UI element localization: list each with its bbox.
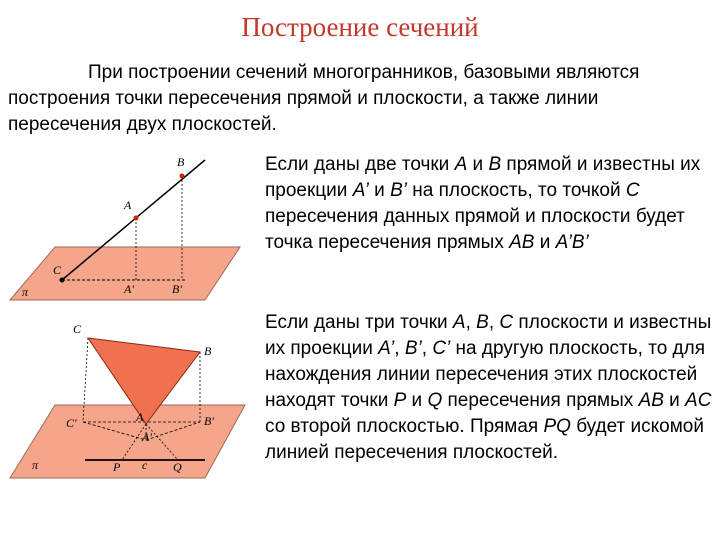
text-run: , — [421, 338, 433, 359]
text-run: , — [465, 312, 477, 333]
label-pi: π — [22, 285, 29, 299]
symbol-AB: AB — [638, 390, 664, 411]
text-run: и — [406, 390, 428, 411]
symbol-C: C — [499, 312, 514, 333]
symbol-B: B — [476, 312, 489, 333]
text-run: и — [534, 232, 556, 253]
symbol-C: C — [625, 180, 640, 201]
text-run: прямой и известны их проекции — [265, 154, 701, 201]
label-c: c — [142, 458, 148, 472]
text-run: на плоскость, то точкой — [406, 180, 626, 201]
point-C — [60, 278, 65, 283]
label-C: C — [53, 263, 62, 277]
text-run: , — [488, 312, 500, 333]
symbol-AB: AB — [509, 232, 535, 253]
symbol-B: B — [488, 154, 502, 175]
label-A-prime: A' — [124, 282, 134, 296]
text-run: , — [394, 338, 405, 359]
symbol-A-prime-B-prime: A’B’ — [555, 232, 589, 253]
intro-text: При построении сечений многогранников, базовыми являются построения точки пересечения прямой и плоскости, а также линии пересечения двух плоскостей. — [8, 62, 640, 135]
page-title: Построение сечений — [241, 12, 479, 42]
text-run: Если даны три точки — [265, 312, 453, 333]
text-run: Если даны две точки — [265, 154, 455, 175]
symbol-B-prime: B’ — [404, 338, 422, 359]
text-run: и — [663, 390, 686, 411]
figure-plane-plane — [10, 322, 245, 478]
symbol-A-prime: A’ — [378, 338, 395, 359]
point-A — [134, 216, 139, 221]
symbol-A: A — [452, 312, 466, 333]
label-B-prime: B' — [204, 414, 214, 428]
text-run: плоскости и известны их проекции — [265, 312, 712, 359]
symbol-AC: AC — [685, 390, 712, 411]
symbol-A: A — [454, 154, 468, 175]
label-P: P — [113, 460, 121, 474]
label-A-prime: A' — [142, 430, 152, 444]
figure-line-plane — [10, 155, 240, 300]
text-run: на другую плоскость, то для нахождения линии пересечения этих плоскостей находят точки — [265, 338, 705, 411]
text-run: пересечения данных прямой и плоскости будет точка пересечения прямых — [265, 206, 685, 253]
symbol-A-prime: A’ — [352, 180, 369, 201]
text-run: со второй плоскостью. Прямая — [265, 416, 544, 437]
label-A: A — [136, 410, 144, 424]
text-run: пересечения прямых — [442, 390, 639, 411]
symbol-B-prime: B’ — [390, 180, 407, 201]
symbol-PQ: PQ — [543, 416, 571, 437]
text-run: и — [467, 154, 489, 175]
label-A: A — [124, 198, 132, 212]
text-run: и — [368, 180, 391, 201]
label-C-prime: C' — [66, 416, 77, 430]
label-B-prime: B' — [172, 282, 182, 296]
symbol-Q: Q — [427, 390, 443, 411]
text-run: будет искомой линией пересечения плоскостей. — [265, 416, 704, 463]
label-B: B — [177, 155, 185, 169]
label-B: B — [204, 344, 212, 358]
label-Q: Q — [173, 460, 182, 474]
label-C: C — [73, 322, 82, 336]
symbol-C-prime: C’ — [432, 338, 451, 359]
point-B — [180, 174, 185, 179]
label-pi: π — [32, 458, 39, 472]
symbol-P: P — [393, 390, 407, 411]
